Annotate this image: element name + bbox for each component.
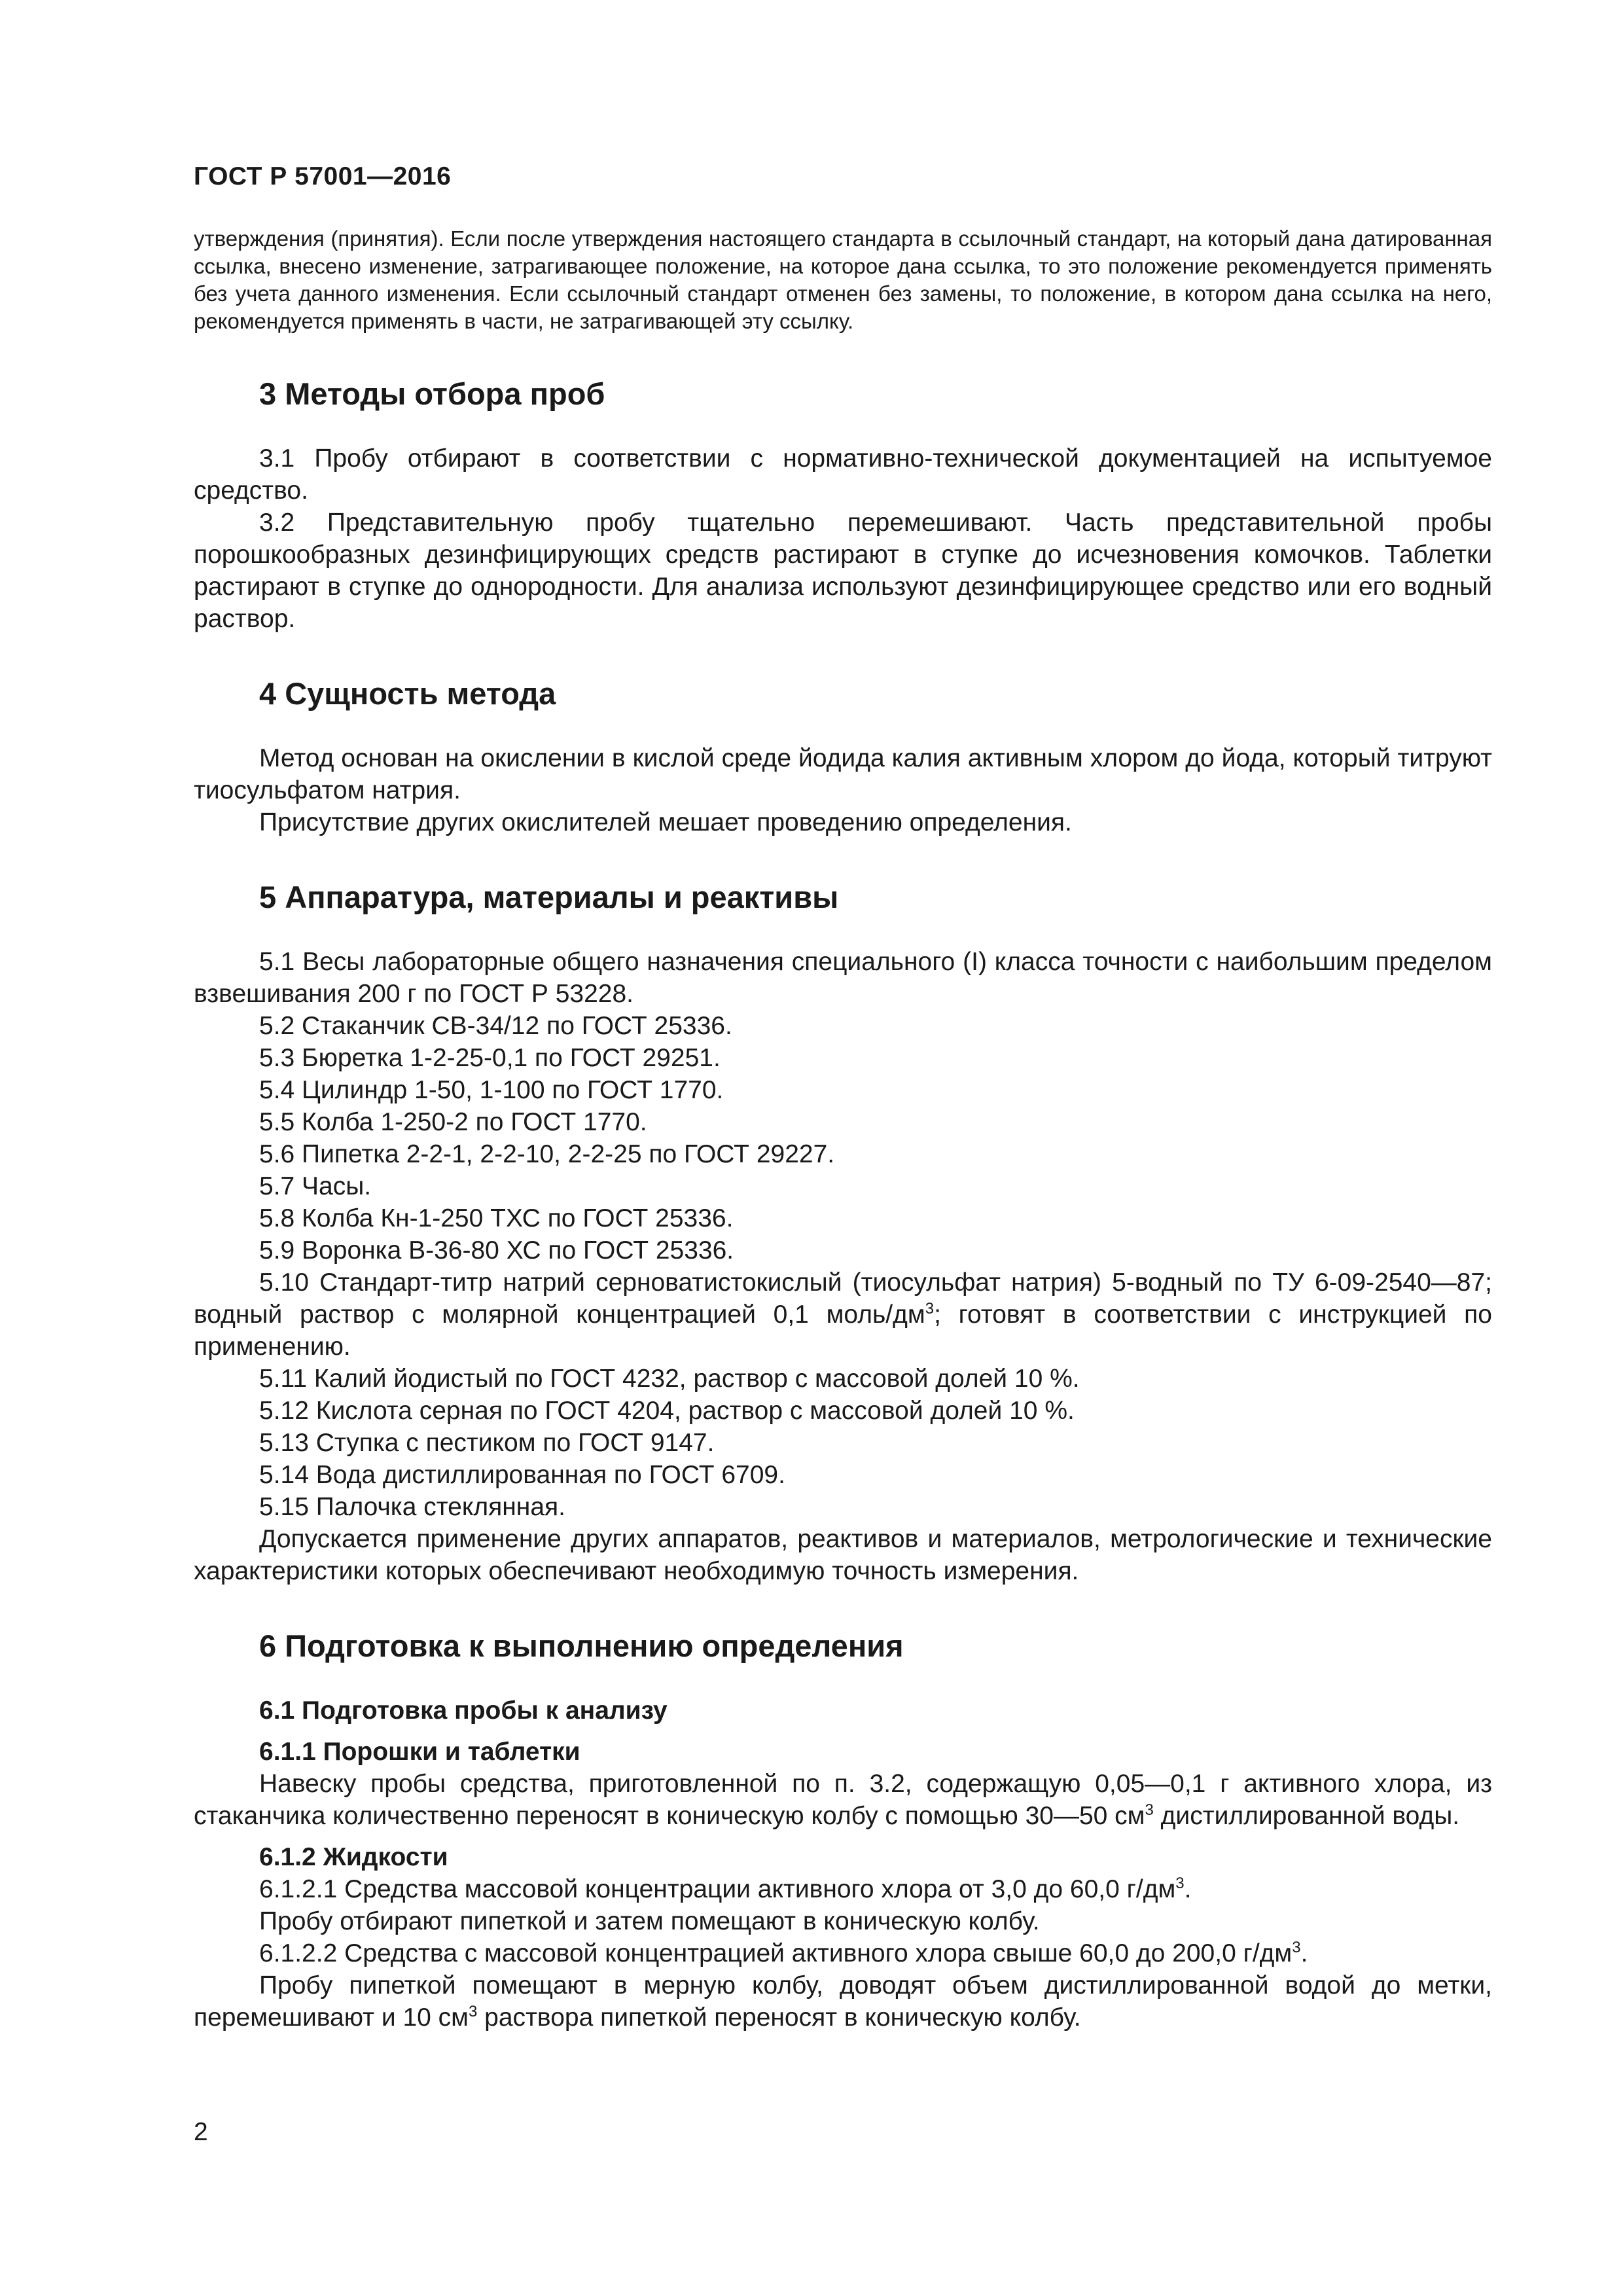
superscript-3: 3 xyxy=(1175,1874,1185,1892)
superscript-3: 3 xyxy=(1292,1939,1301,1956)
item-5-5: 5.5 Колба 1-250-2 по ГОСТ 1770. xyxy=(259,1108,647,1136)
paragraph-3-1: 3.1 Пробу отбирают в соответствии с нормативно-технической документацией на испытуемое средство. xyxy=(194,444,1492,505)
paragraph-6-1-2-2-note xyxy=(194,1969,1492,2034)
superscript-3: 3 xyxy=(925,1300,935,1318)
paragraph-4-1: Метод основан на окислении в кислой среде йодида калия активным хлором до йода, который титруют тиосульфатом натрия. xyxy=(194,744,1492,804)
item-5-3: 5.3 Бюретка 1-2-25-0,1 по ГОСТ 29251. xyxy=(259,1044,721,1072)
paragraph-6-1-2-2 xyxy=(194,1937,1492,1969)
subsection-6-1-2-heading: 6.1.2 Жидкости xyxy=(259,1843,448,1871)
item-5-8: 5.8 Колба Кн-1-250 ТХС по ГОСТ 25336. xyxy=(259,1204,734,1232)
paragraph-6-1-2-2-note-end: раствора пипеткой переносят в коническую колбу. xyxy=(477,2003,1081,2032)
document-body xyxy=(194,225,1492,2034)
paragraph-3-2: 3.2 Представительную пробу тщательно перемешивают. Часть представительной пробы порошкообразных дезинфицирующих средств растирают в ступке до исчезновения комочков. Таблетки растирают в ступке до однородности. Для анализа используют дезинфицирующее средство или его водный раствор. xyxy=(194,509,1492,633)
item-5-10-text: 5.10 Стандарт-титр натрий серноватистокислый (тиосульфат натрия) 5-водный по ТУ 6-09-2540—87; водный раствор с молярной концентрацией 0,1 моль/дм xyxy=(194,1268,1492,1329)
paragraph-6-1-2-1-note: Пробу отбирают пипеткой и затем помещают в коническую колбу. xyxy=(259,1907,1040,1935)
superscript-3: 3 xyxy=(1145,1801,1154,1819)
subsection-6-1-heading: 6.1 Подготовка пробы к анализу xyxy=(259,1696,668,1725)
item-5-12: 5.12 Кислота серная по ГОСТ 4204, раствор с массовой долей 10 %. xyxy=(259,1397,1075,1425)
paragraph-6-1-1 xyxy=(194,1768,1492,1832)
section-4-heading: 4 Сущность метода xyxy=(259,676,556,711)
superscript-3: 3 xyxy=(468,2003,478,2020)
item-5-15: 5.15 Палочка стеклянная. xyxy=(259,1493,565,1521)
item-5-4: 5.4 Цилиндр 1-50, 1-100 по ГОСТ 1770. xyxy=(259,1076,724,1104)
section-6-heading: 6 Подготовка к выполнению определения xyxy=(259,1628,904,1663)
paragraph-6-1-2-1-end: . xyxy=(1184,1875,1192,1903)
item-5-10-text-end: ; готовят в соответствии с инструкцией по применению. xyxy=(194,1300,1492,1361)
paragraph-6-1-2-2-end: . xyxy=(1300,1939,1308,1967)
item-5-2: 5.2 Стаканчик СВ-34/12 по ГОСТ 25336. xyxy=(259,1012,732,1040)
item-5-6: 5.6 Пипетка 2-2-1, 2-2-10, 2-2-25 по ГОСТ 29227. xyxy=(259,1140,835,1168)
item-5-9: 5.9 Воронка В-36-80 ХС по ГОСТ 25336. xyxy=(259,1236,734,1265)
subsection-6-1-1-heading: 6.1.1 Порошки и таблетки xyxy=(259,1738,580,1766)
paragraph-4-2: Присутствие других окислителей мешает проведению определения. xyxy=(259,808,1072,836)
intro-paragraph: утверждения (принятия). Если после утверждения настоящего стандарта в ссылочный стандарт, на который дана датированная ссылка, внесено изменение, затрагивающее положение, на которое дана ссылка, то это положение рекомендуется применять без учета данного изменения. Если ссылочный стандарт отменен без замены, то положение, в котором дана ссылка на него, рекомендуется применять в части, не затрагивающей эту ссылку. xyxy=(194,226,1492,333)
item-5-13: 5.13 Ступка с пестиком по ГОСТ 9147. xyxy=(259,1429,715,1457)
running-header: ГОСТ Р 57001—2016 xyxy=(194,162,452,190)
item-5-1: 5.1 Весы лабораторные общего назначения специального (I) класса точности с наибольшим пределом взвешивания 200 г по ГОСТ Р 53228. xyxy=(194,948,1492,1008)
item-5-10 xyxy=(194,1266,1492,1363)
page-number: 2 xyxy=(194,2118,208,2146)
section-5-note: Допускается применение других аппаратов, реактивов и материалов, метрологические и технические характеристики которых обеспечивают необходимую точность измерения. xyxy=(194,1525,1492,1585)
section-3-heading: 3 Методы отбора проб xyxy=(259,376,605,411)
paragraph-6-1-1-text: Навеску пробы средства, приготовленной по п. 3.2, содержащую 0,05—0,1 г активного хлора, из стаканчика количественно переносят в коническую колбу с помощью 30—50 см xyxy=(194,1770,1492,1830)
paragraph-6-1-2-2-note-text: Пробу пипеткой помещают в мерную колбу, доводят объем дистиллированной водой до метки, перемешивают и 10 см xyxy=(194,1971,1492,2032)
item-5-11: 5.11 Калий йодистый по ГОСТ 4232, раствор с массовой долей 10 %. xyxy=(259,1365,1080,1393)
paragraph-6-1-2-1-text: 6.1.2.1 Средства массовой концентрации активного хлора от 3,0 до 60,0 г/дм xyxy=(259,1875,1176,1903)
paragraph-6-1-2-1 xyxy=(194,1873,1492,1905)
paragraph-6-1-2-2-text: 6.1.2.2 Средства с массовой концентрацией активного хлора свыше 60,0 до 200,0 г/дм xyxy=(259,1939,1293,1967)
item-5-7: 5.7 Часы. xyxy=(259,1172,372,1200)
section-5-heading: 5 Аппаратура, материалы и реактивы xyxy=(259,880,839,914)
paragraph-6-1-1-text-end: дистиллированной воды. xyxy=(1153,1802,1460,1830)
item-5-14: 5.14 Вода дистиллированная по ГОСТ 6709. xyxy=(259,1461,785,1489)
